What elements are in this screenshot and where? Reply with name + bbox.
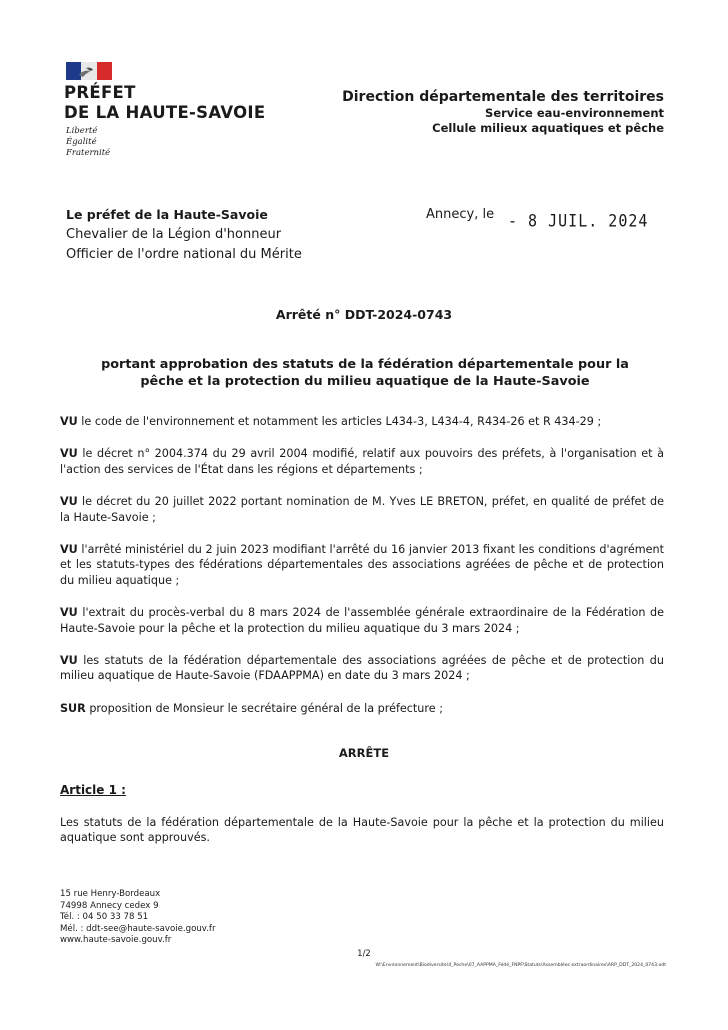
direction-title: Direction départementale des territoires xyxy=(342,89,664,105)
consideration-lead: VU xyxy=(60,654,78,668)
footer-website: www.haute-savoie.gouv.fr xyxy=(60,935,172,945)
consideration-item xyxy=(60,446,664,477)
consideration-text: le décret n° 2004.374 du 29 avril 2004 modifié, relatif aux pouvoirs des préfets, à l'organisation et à l'action des services de l'État dans les régions et départements ; xyxy=(60,447,664,476)
consideration-text: le code de l'environnement et notamment les articles L434-3, L434-4, R434-26 et R 434-29 ; xyxy=(77,415,602,428)
prefect-honor-1: Chevalier de la Légion d'honneur xyxy=(66,227,282,242)
consideration-item xyxy=(60,494,664,525)
place-label: Annecy, le xyxy=(426,207,495,222)
file-path: W:\Environnement\Biodiversite\4_Peche\07_AAPPMA_Fédé_FNPF\Statuts\Assemblées extraordinaires\ARP_DDT_2024_0743.odt xyxy=(375,963,666,968)
prefect-block xyxy=(66,205,302,265)
consideration-lead: VU xyxy=(60,447,78,461)
service-name: Service eau-environnement xyxy=(485,106,664,120)
consideration-item xyxy=(60,414,664,429)
marianne-flag-icon xyxy=(66,62,112,80)
footer-phone: Tél. : 04 50 33 78 51 xyxy=(60,912,149,922)
article-1-title: Article 1 : xyxy=(60,783,126,797)
consideration-lead: VU xyxy=(60,543,78,557)
prefet-title-line2: DE LA HAUTE-SAVOIE xyxy=(64,103,266,122)
consideration-text: l'extrait du procès-verbal du 8 mars 2024 de l'assemblée générale extraordinaire de la Fédération de Haute-Savoie pour la pêche et la protection du milieu aquatique du 3 mars 2024 ; xyxy=(60,606,664,635)
footer-address-1: 15 rue Henry-Bordeaux xyxy=(60,889,161,899)
considerations-list xyxy=(60,414,664,733)
page-number: 1/2 xyxy=(357,949,371,959)
prefect-honor-2: Officier de l'ordre national du Mérite xyxy=(66,247,302,262)
footer-email: Mél. : ddt-see@haute-savoie.gouv.fr xyxy=(60,923,216,934)
motto-liberte: Liberté xyxy=(66,126,98,136)
footer-address-2: 74998 Annecy cedex 9 xyxy=(60,900,159,911)
consideration-lead: VU xyxy=(60,495,78,509)
decision-heading: ARRÊTE xyxy=(338,746,390,760)
motto-egalite: Égalité xyxy=(66,137,97,147)
direction-header xyxy=(342,88,664,136)
consideration-lead: SUR xyxy=(60,701,86,715)
cellule-name: Cellule milieux aquatiques et pêche xyxy=(432,121,664,135)
consideration-item xyxy=(60,605,664,636)
consideration-text: le décret du 20 juillet 2022 portant nomination de M. Yves LE BRETON, préfet, en qualité de préfet de la Haute-Savoie ; xyxy=(60,495,664,524)
date-stamp: - 8 JUIL. 2024 xyxy=(508,210,649,232)
motto-fraternite: Fraternité xyxy=(66,148,111,158)
consideration-lead: VU xyxy=(60,415,78,428)
republic-motto xyxy=(66,126,110,159)
consideration-text: les statuts de la fédération départementale des associations agréées de pêche et de protection du milieu aquatique de Haute-Savoie (FDAAPPMA) en date du 3 mars 2024 ; xyxy=(60,654,664,683)
consideration-lead: VU xyxy=(60,606,78,620)
consideration-text: l'arrêté ministériel du 2 juin 2023 modifiant l'arrêté du 16 janvier 2013 fixant les conditions d'agrément et les statuts-types des fédérations départementales des associations agréées de pêche et de protection du milieu aquatique ; xyxy=(60,543,664,587)
footer-contact xyxy=(60,889,215,947)
consideration-text: proposition de Monsieur le secrétaire général de la préfecture ; xyxy=(85,701,443,715)
arrete-number: Arrêté n° DDT-2024-0743 xyxy=(275,307,453,322)
consideration-item xyxy=(60,701,664,716)
prefect-title: Le préfet de la Haute-Savoie xyxy=(66,207,268,222)
prefet-title-line1: PRÉFET xyxy=(64,83,136,102)
consideration-item xyxy=(60,653,664,684)
consideration-item xyxy=(60,542,664,588)
arrete-subject: portant approbation des statuts de la fédération départementale pour la pêche et la protection du milieu aquatique de la Haute-Savoie xyxy=(101,357,629,389)
article-1-text: Les statuts de la fédération départementale de la Haute-Savoie pour la pêche et la protection du milieu aquatique sont approuvés. xyxy=(60,816,664,845)
